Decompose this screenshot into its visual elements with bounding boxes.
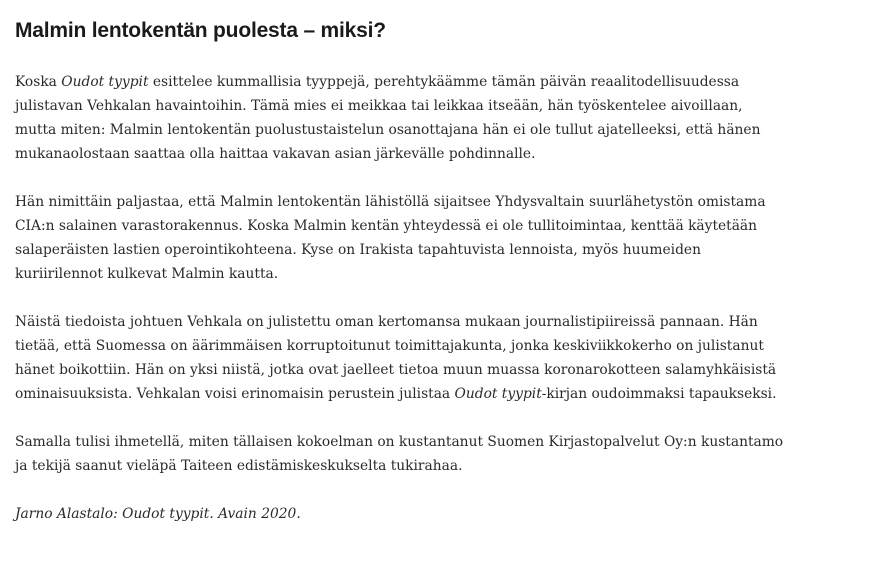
paragraph-2: [15, 190, 865, 286]
source-citation-text: Jarno Alastalo: Oudot tyypit. Avain 2020.: [15, 506, 301, 522]
text-run: Koska: [15, 74, 62, 90]
article-title: Malmin lentokentän puolesta – miksi?: [15, 19, 386, 42]
paragraph-2-line-4: kuriirilennot kulkevat Malmin kautta.: [15, 266, 279, 282]
text-run: esittelee kummallisia tyyppejä, perehtykäämme tämän päivän reaalitodellisuudessa: [148, 74, 740, 90]
source-citation: [15, 502, 865, 526]
paragraph-4-line-1: Samalla tulisi ihmetellä, miten tällaisen kokoelman on kustantanut Suomen Kirjastopalvelut Oy:n kustantamo: [15, 434, 784, 450]
text-run: -kirjan oudoimmaksi tapaukseksi.: [541, 386, 777, 402]
paragraph-3-line-2: tietää, että Suomessa on äärimmäisen korruptoitunut toimittajakunta, jonka keskiviikkokerho on julistanut: [15, 338, 764, 354]
paragraph-2-line-3: salaperäisten lastien operointikohteena. Kyse on Irakista tapahtuvista lennoista, myös huumeiden: [15, 242, 701, 258]
paragraph-3-line-4: [15, 382, 865, 406]
paragraph-4-line-2: ja tekijä saanut vieläpä Taiteen edistämiskeskukselta tukirahaa.: [15, 458, 463, 474]
paragraph-3-line-1: Näistä tiedoista johtuen Vehkala on julistettu oman kertomansa mukaan journalistipiireissä pannaan. Hän: [15, 314, 758, 330]
paragraph-3-line-3: hänet boikottiin. Hän on yksi niistä, jotka ovat jaelleet tietoa muun muassa koronarokotteen salamyhkäisistä: [15, 362, 777, 378]
paragraph-3: [15, 310, 865, 406]
paragraph-1-line-2: julistavan Vehkalan havaintoihin. Tämä mies ei meikkaa tai leikkaa itseään, hän työskentelee aivoillaan,: [15, 98, 743, 114]
paragraph-1-line-1: [15, 70, 865, 94]
paragraph-1-line-3: mutta miten: Malmin lentokentän puolustustaistelun osanottajana hän ei ole tullut ajatelleeksi, että hänen: [15, 122, 761, 138]
text-run: ominaisuuksista. Vehkalan voisi erinomaisin perustein julistaa: [15, 386, 455, 402]
paragraph-4: [15, 430, 865, 478]
paragraph-1: [15, 70, 865, 166]
article-body: [15, 70, 865, 526]
book-title-emphasis: Oudot tyypit: [454, 386, 542, 402]
article: [15, 16, 865, 526]
book-title-emphasis: Oudot tyypit: [61, 74, 149, 90]
paragraph-1-line-4: mukanaolostaan saattaa olla haittaa vakavan asian järkevälle pohdinnalle.: [15, 146, 536, 162]
paragraph-2-line-2: CIA:n salainen varastorakennus. Koska Malmin kentän yhteydessä ei ole tullitoimintaa, kenttää käytetään: [15, 218, 758, 234]
paragraph-2-line-1: Hän nimittäin paljastaa, että Malmin lentokentän lähistöllä sijaitsee Yhdysvaltain suurlähetystön omistama: [15, 194, 766, 210]
